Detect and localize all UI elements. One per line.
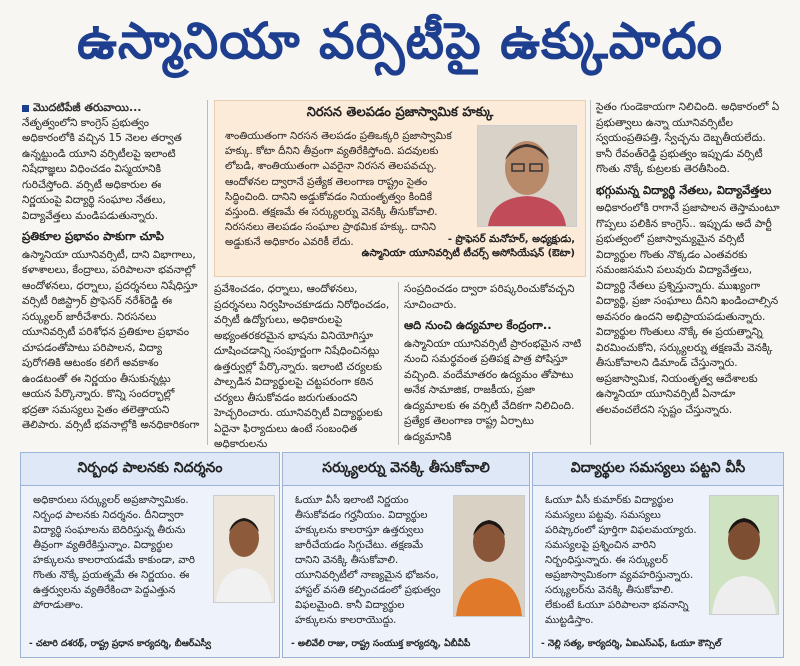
quote-box-signature [295, 233, 575, 261]
quote-card-text: ఓయూ వీసీ కుమార్‌కు విద్యార్థుల సమస్యలు పట్టవు. సమస్యలు పరిష్కారంలో పూర్తిగా విఫలమయ్యారు. సమస్యలపై ప్రశ్నించిన వారిని నిర్బంధిస్తున్నారు. ఈ సర్క్యులర్ అప్రజాస్వామికంగా వ్యవహరిస్తున్నారు. సర్క్యులర్‌ను వెనక్కి తీసుకోవాలి. లేకుంటే ఓయూ పరిపాలనా భవనాన్ని ముట్టడిస్తాం. [545, 495, 697, 626]
paragraph: నేతృత్వంలోని కాంగ్రెస్ ప్రభుత్వం అధికారంలోకి వచ్చిన 15 నెలల తర్వాత ఉన్నట్టుండి యూని వర్సిటీలపై ఇలాంటి నిషేధాజ్ఞలు విధించడం విస్మయానికి గురిచేస్తోంది. వర్సిటీ అధికారుల ఈ నిర్ణయంపై విద్యార్థి సంఘాల నేతలు, విద్యావేత్తలు మండిపడుతున్నారు. [22, 116, 182, 222]
bullet-square-icon [22, 105, 29, 112]
subheading: ప్రతికూల ప్రభావం పాకుగా చూపి [22, 229, 164, 243]
quote-card-text: ఓయూ వీసీ ఇలాంటి నిర్ణయం తీసుకోవడం గర్హనీయం. విద్యార్థుల హక్కులను కాలరాస్తూ ఉత్తర్వులు జారీచేయడం సిగ్గుచేటు. తక్షణమే దానిని వెనక్కి తీసుకోవాలి. యూనివర్సిటీలో నాణ్యమైన భోజనం, హాస్టల్ వసతి కల్పించడంలో ప్రభుత్వం విఫలమైంది. కానీ విద్యార్థుల హక్కులను కాలరాయొద్దు. [295, 495, 441, 626]
paragraph: ప్రవేశించడం, ధర్నాలు, ఆందోళనలు, ప్రదర్శనలు నిర్వహించకూడదు నిరోధించడం, వర్సిటీ ఉద్యోగులు, అధికారులపై అభ్యంతరకరమైన భాషను వినియోగిస్తూ దూషించడాన్ని సంపూర్ణంగా నిషేధించినట్లు ఉత్తర్వుల్లో పేర్కొన్నారు. ఇలాంటి చర్యలకు పాల్పడిన విద్యార్థులపై చట్టపరంగా కఠిన చర్యలు తీసుకోవడం జరుగుతుందని హెచ్చరించారు. యూనివర్సిటీ విద్యార్థులకు ఏదైనా ఫిర్యాదులు ఉంటే సంబంధిత అధికారులను [214, 283, 390, 450]
kicker-text: మొదటిపేజీ తరువాయి... [33, 101, 142, 114]
quote-card-title: నిర్బంధ పాలనకు నిదర్శనం [21, 453, 279, 486]
quote-card-signature: - అలివేలి రాజు, రాష్ట్ర సంయుక్త కార్యదర్శి, ఏబీవీపీ [291, 639, 471, 649]
paragraph: సైతం గుండెకాయగా నిలిచింది. అధికారంలో ఏ ప్రభుత్వాలు ఉన్నా యూనివర్సిటీల స్వయంప్రతిపత్తి, స్వేచ్ఛను దెబ్బతీయలేదు. కానీ రేవంత్‌రెడ్డి ప్రభుత్వం ఇప్పుడు వర్సిటీ గొంతు నొక్కే కుట్రలకు తెరతీసింది. [596, 101, 780, 175]
quote-card-signature: - చటారి దశరథ్, రాష్ట్ర ప్రధాన కార్యదర్శి, బీఆర్ఎస్వీ [29, 639, 211, 649]
quote-cards [0, 452, 800, 666]
quote-box-title: నిరసన తెలపడం ప్రజాస్వామిక హక్కు [306, 105, 494, 120]
column-2 [214, 282, 392, 456]
headline: ఉస్మానియా వర్సిటీపై ఉక్కుపాదం [77, 12, 723, 70]
column-divider [207, 100, 208, 445]
column-1 [22, 100, 202, 437]
subheading: భగ్గుమన్న విద్యార్థి నేతలు, విద్యావేత్తలు [596, 182, 772, 197]
signature-line-1: - ప్రొఫెసర్ మనోహర్, అధ్యక్షుడు, [447, 234, 575, 245]
quote-card [532, 452, 784, 658]
quote-card-text: అధికారులు సర్క్యులర్ అప్రజాస్వామికం. నిర్బంధ పాలనకు నిదర్శనం. దీనిద్వారా విద్యార్థి సంఘాలను బెదిరిస్తున్న తీరును తీవ్రంగా వ్యతిరేకిస్తున్నాం. విద్యార్థుల హక్కులను కాలరాయడమే కాకుండా, వారి గొంతు నొక్కే ప్రయత్నమే ఈ నిర్ణయం. ఈ ఉత్తర్వులను వ్యతిరేకించా పెద్దఎత్తున పోరాడుతాం. [33, 495, 195, 611]
student-leader-portrait [453, 495, 525, 617]
subheading: ఆది నుంచి ఉద్యమాల కేంద్రంగా.. [404, 318, 552, 332]
paragraph: ఉస్మానియా యూనివర్సిటీ, దాని విభాగాలు, కళాశాలలు, కేంద్రాలు, పరిపాలనా భవనాల్లో ఆందోళనలు, ధర్నాలు, ప్రదర్శనలు నిషేధిస్తూ వర్సిటీ రిజిస్ట్రార్ ప్రొఫెసర్ నరేశ్‌రెడ్డి ఈ సర్క్యులర్ జారీచేశారు. నిరసనలు యూనివర్సిటీ పరిశోధన ప్రతికూల ప్రభావం చూపడంతోపాటు పరిపాలన, విద్యా పురోగతికి ఆటంకం కలిగే అవకాశం ఉండటంతో ఈ నిర్ణయం తీసుకున్నట్లు ఆయన పేర్కొన్నారు. కొన్ని సందర్భాల్లో భద్రతా సమస్యలు సైతం తలెత్తాయని తెలిపారు. వర్సిటీ భవనాల్లోకి అనధికారికంగా [22, 248, 200, 431]
quote-box [214, 100, 586, 277]
student-leader-portrait [213, 495, 275, 603]
quote-card-title: సర్క్యులర్ను వెనక్కి తీసుకోవాలి [283, 453, 529, 486]
signature-line-2: ఉస్మానియా యూనివర్సిటీ టీచర్స్ అసోసియేషన్ (ఔటా) [361, 248, 575, 259]
column-divider [398, 282, 399, 445]
column-3 [404, 282, 584, 448]
quote-card [282, 452, 530, 658]
paragraph: అధికారంలోకి రాగానే ప్రజాపాలన తెస్తామంటూ గొప్పలు పలికిన కాంగ్రెస్.. ఇప్పుడు అదే పార్టీ ప్రభుత్వంలో ప్రజాస్వామ్యమైన వర్సిటీ విద్యార్థుల గొంతు నొక్కడం ఎంతవరకు సమంజసమని పలువురు విద్యావేత్తలు, విద్యార్థి నేతలు ప్రశ్నిస్తున్నారు. ముఖ్యంగా విద్యార్థి, ప్రజా సంఘాలు దీనిని ఖండించాల్సిన అవసరం ఉందని అభిప్రాయపడుతున్నారు. విద్యార్థుల గొంతులు నొక్కే ఈ ప్రయత్నాన్ని విరమించుకోని, సర్క్యులర్ను తక్షణమే వెనక్కి తీసుకోవాలని డిమాండ్ చేస్తున్నారు. అప్రజాస్వామిక, నియంతృత్వ ఆదేశాలకు ఉస్మానియా యూనివర్సిటీ ఏనాడూ తలవంచలేదని స్పష్టం చేస్తున్నారు. [596, 202, 780, 416]
quote-box-text: శాంతియుతంగా నిరసన తెలపడం ప్రతిఒక్కరి ప్రజాస్వామిక హక్కు. కోటా దీనిని తీవ్రంగా వ్యతిరేకిస్తోంది. పదవులకు లోబడి, శాంతియుతంగా ఎవరైనా నిరసన తెలపవచ్చు. ఆందోళనల ద్వారానే ప్రత్యేక తెలంగాణ రాష్ట్రం సైతం సిద్ధించింది. దానిని అడ్డుకోవడం నియంతృత్వం కిందికే వస్తుంది. తక్షణమే ఈ సర్క్యులర్ను వెనక్కి తీసుకోవాలి. నిరసనలు తెలపడం సంఘాల ప్రాథమిక హక్కు. దానిని అడ్డుకునే అధికారం ఎవరికీ లేదు. [225, 130, 452, 249]
professor-portrait [477, 125, 577, 227]
paragraph: సంప్రదించడం ద్వారా పరిష్కరించుకోవచ్చని సూచించారు. [404, 283, 575, 311]
column-4 [596, 100, 782, 421]
quote-card-title: విద్యార్థుల సమస్యలు పట్టని వీసీ [533, 453, 783, 486]
student-leader-portrait [709, 495, 779, 615]
paragraph: ఉస్మానియా యూనివర్సిటీ ప్రారంభమైన నాటి నుంచి సమర్థవంత ప్రతిపక్ష పాత్ర పోషిస్తూ వచ్చింది. వందేమాతరం ఉద్యమం తోపాటు అనేక సామాజిక, రాజకీయ, ప్రజా ఉద్యమాలకు ఈ వర్సిటీ వేదికగా నిలిచింది. ప్రత్యేక తెలంగాణ రాష్ట్ర ఏర్పాటు ఉద్యమానికి [404, 337, 582, 443]
quote-card [20, 452, 280, 658]
quote-card-signature: - నెల్లి సత్య, కార్యదర్శి, ఏఐఎస్ఎఫ్, ఓయూ కౌన్సిల్ [541, 639, 722, 649]
kicker [22, 100, 202, 116]
column-divider [590, 100, 591, 445]
